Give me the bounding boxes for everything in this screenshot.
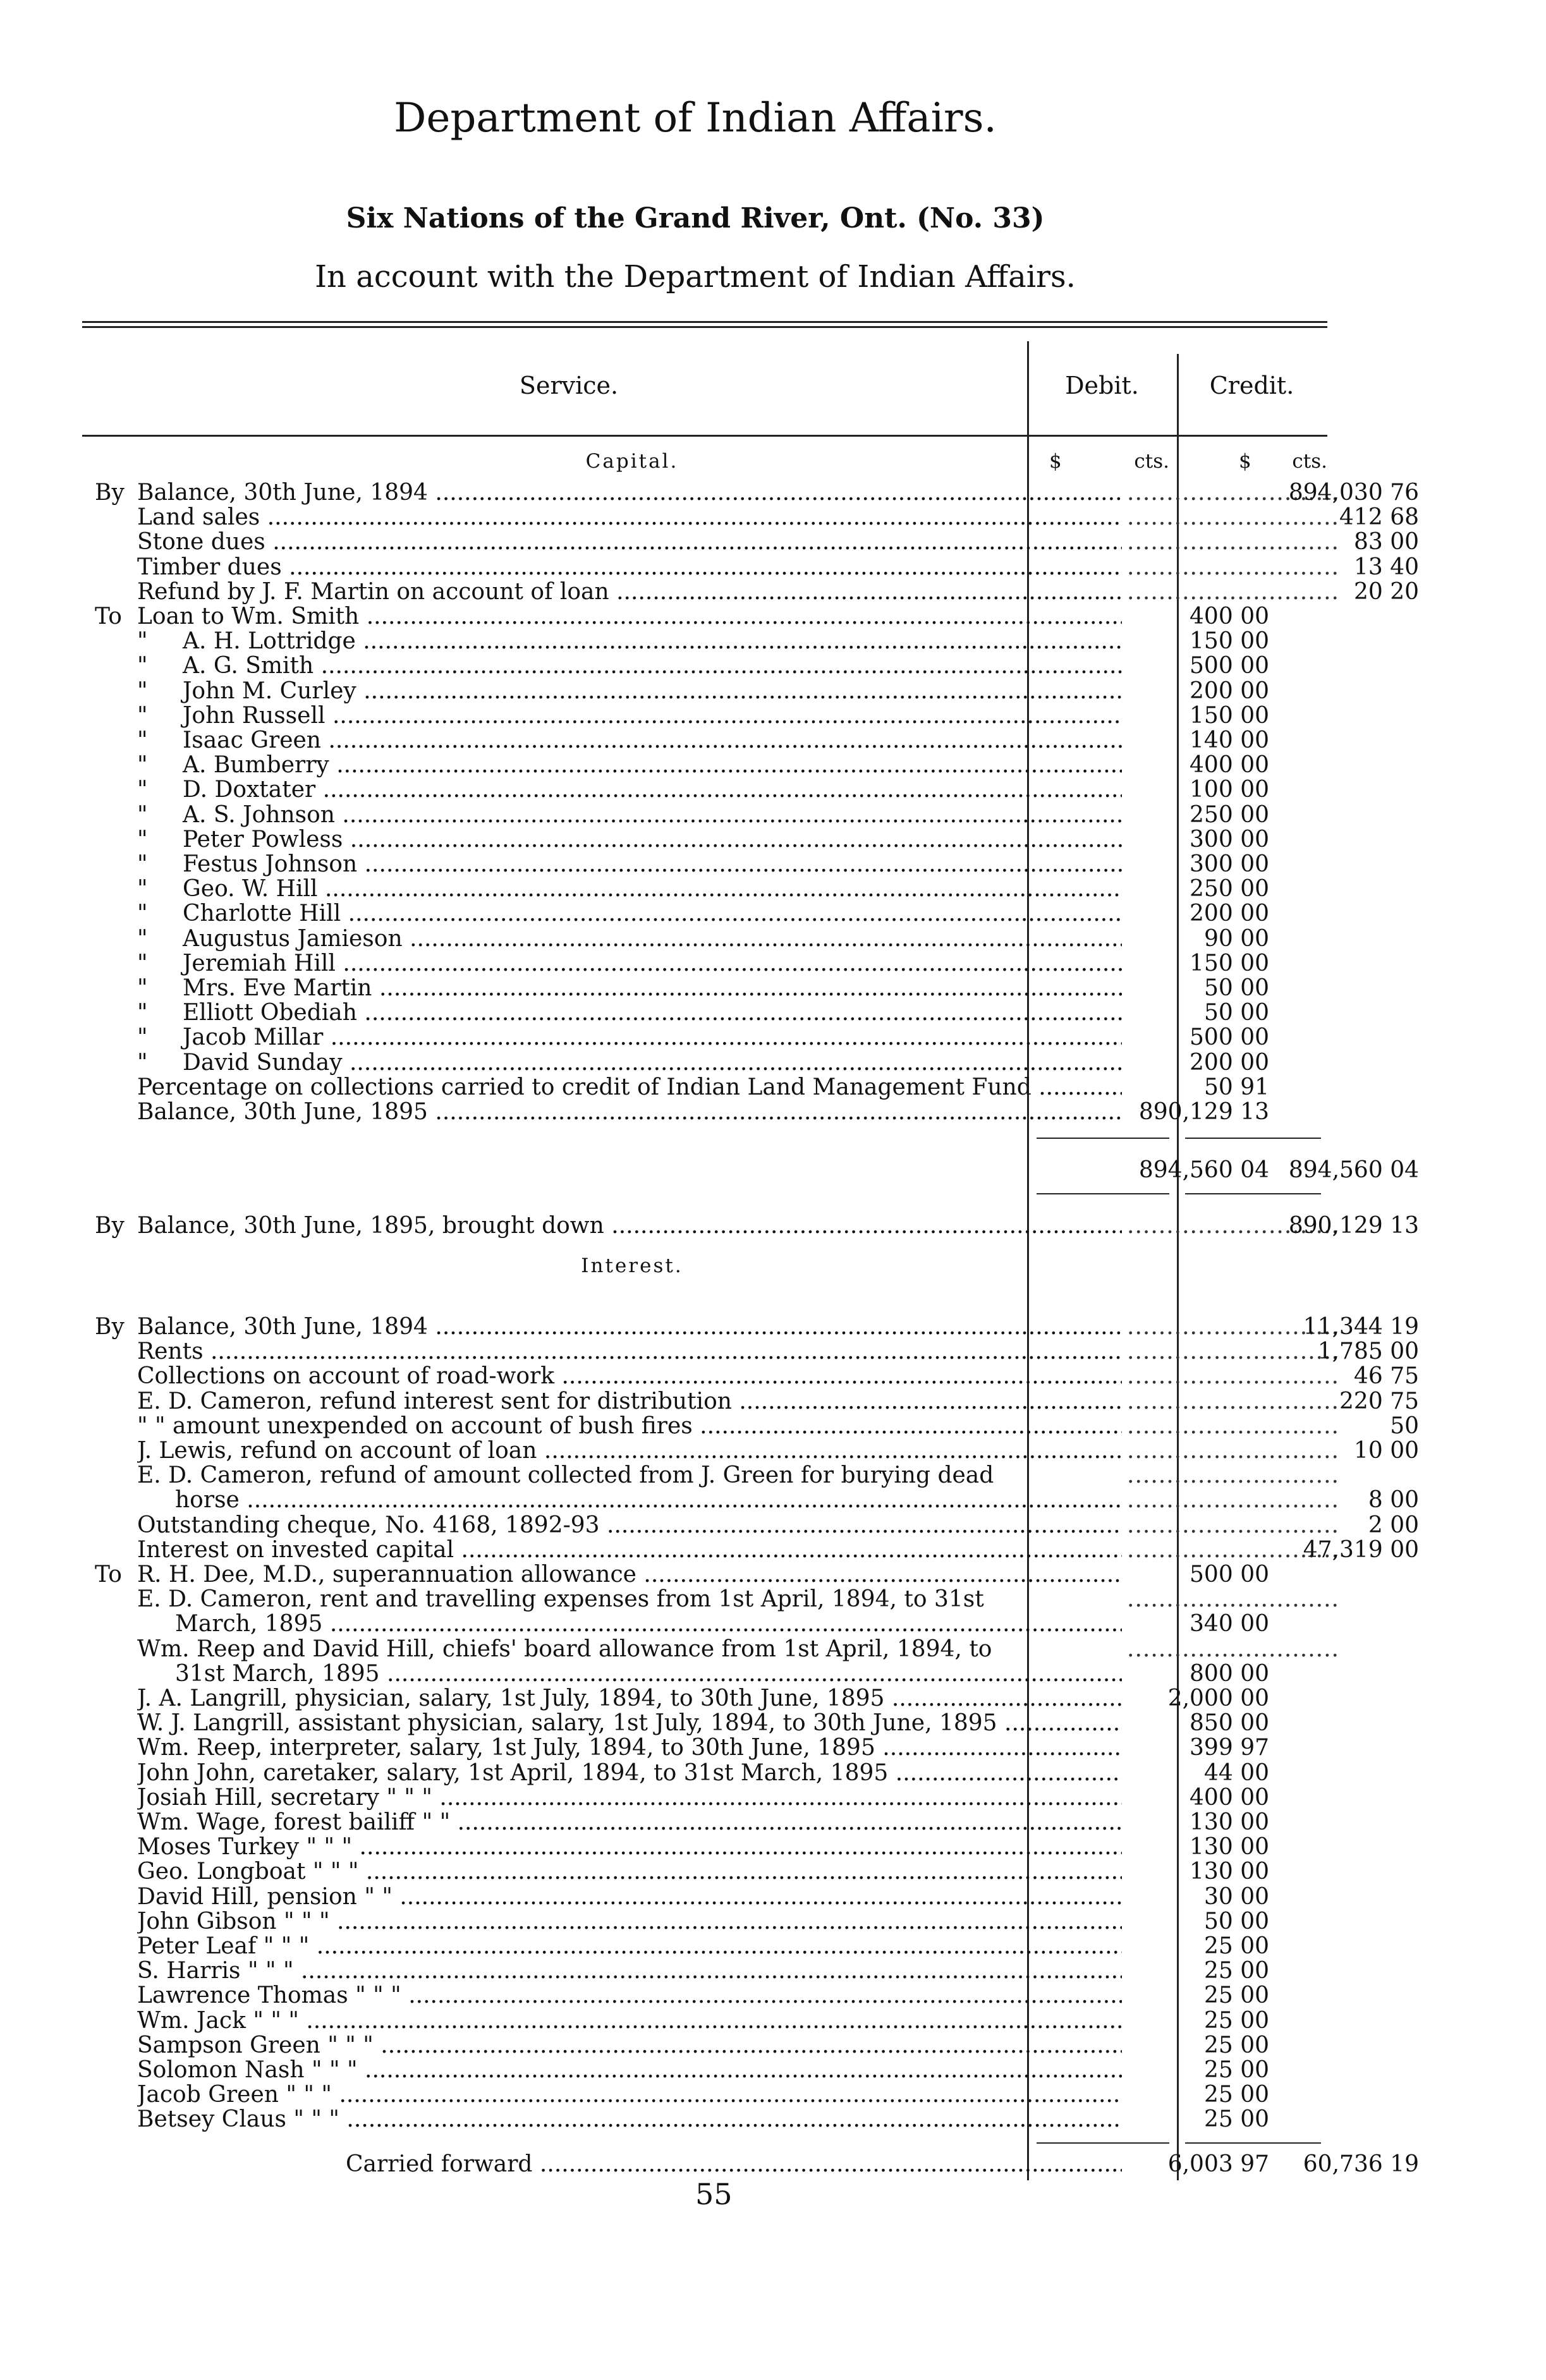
row-description: horse ..... — [137, 1488, 1122, 1512]
ledger-row — [95, 1711, 1327, 1735]
debit-amount: 30 00 — [1203, 1883, 1269, 1910]
row-description: Balance, 30th June, 1894 ..... — [137, 480, 1122, 505]
ledger-row — [95, 1562, 1327, 1587]
cents-label: cts. — [1134, 450, 1169, 473]
capital-section-title: Capital. — [585, 450, 679, 473]
ledger-row — [95, 1000, 1327, 1025]
row-description: Refund by J. F. Martin on account of loan ..... — [137, 580, 1122, 604]
account-subtitle: In account with the Department of Indian Affairs. — [315, 259, 1076, 294]
row-description: A. Bumberry ..... — [137, 753, 1122, 777]
ditto-mark: " — [137, 727, 148, 753]
ledger-row — [95, 1587, 1327, 1612]
debit-amount: 25 00 — [1203, 1958, 1269, 1984]
row-description: Outstanding cheque, No. 4168, 1892-93 ..... — [137, 1513, 1122, 1538]
ledger-row — [95, 1909, 1327, 1934]
total-rule — [1185, 1193, 1321, 1194]
debit-amount: 399 97 — [1190, 1735, 1269, 1761]
row-description: John Russell ..... — [137, 703, 1122, 728]
row-description: D. Doxtater ..... — [137, 777, 1122, 802]
row-description: Balance, 30th June, 1894 ..... — [137, 1314, 1122, 1339]
carried-forward-label: Carried forward ..... — [137, 2152, 1122, 2177]
ledger-row — [95, 1512, 1419, 1538]
row-description: Wm. Jack " " " ..... — [137, 2008, 1122, 2033]
debit-amount — [1127, 1389, 1269, 1414]
debit-amount: 90 00 — [1203, 925, 1269, 952]
debit-column-header: Debit. — [1065, 372, 1139, 399]
debit-amount — [1127, 1414, 1269, 1438]
debit-amount: 50 00 — [1203, 975, 1269, 1001]
ledger-row — [95, 1388, 1419, 1414]
ledger-row — [95, 604, 1327, 629]
row-description: 31st March, 1895 ..... — [137, 1661, 1122, 1686]
ledger-row — [95, 777, 1327, 802]
ditto-mark: " — [137, 801, 148, 828]
debit-amount: 25 00 — [1203, 2106, 1269, 2133]
carried-forward-row — [95, 2151, 1419, 2177]
carried-forward-credit: 60,736 19 — [1303, 2151, 1419, 2177]
row-description: Rents ..... — [137, 1339, 1122, 1364]
ditto-mark: " — [137, 925, 148, 952]
band-subtitle: Six Nations of the Grand River, Ont. (No. 33) — [346, 202, 1045, 234]
row-prefix: To — [95, 1562, 122, 1588]
ledger-row — [95, 1363, 1419, 1390]
row-description: Land sales ..... — [137, 505, 1122, 530]
ledger-row — [95, 629, 1327, 653]
row-description: Festus Johnson ..... — [137, 852, 1122, 877]
row-description: Jeremiah Hill ..... — [137, 951, 1122, 976]
debit-amount — [1127, 1538, 1269, 1562]
ledger-row — [95, 529, 1419, 556]
credit-column-header: Credit. — [1209, 372, 1294, 399]
credit-amount: 412 68 — [1339, 504, 1419, 531]
ledger-row — [95, 1637, 1327, 1661]
ledger-row — [95, 2058, 1327, 2082]
credit-amount: 11,344 19 — [1303, 1314, 1419, 1340]
row-description: Josiah Hill, secretary " " " ..... — [137, 1785, 1122, 1810]
debit-amount: 400 00 — [1190, 752, 1269, 779]
debit-amount — [1127, 580, 1269, 604]
ledger-row — [95, 1835, 1327, 1859]
row-description: Wm. Reep, interpreter, salary, 1st July, 1894, to 30th June, 1895 ..... — [137, 1735, 1122, 1760]
debit-amount — [1127, 1637, 1269, 1661]
debit-amount: 130 00 — [1190, 1809, 1269, 1835]
ledger-row — [95, 1412, 1419, 1439]
row-description: David Sunday ..... — [137, 1050, 1122, 1075]
debit-amount: 25 00 — [1203, 2032, 1269, 2058]
row-description: A. H. Lottridge ..... — [137, 629, 1122, 653]
cents-label: cts. — [1292, 450, 1327, 473]
ledger-row — [95, 901, 1327, 926]
ditto-mark: " — [137, 702, 148, 729]
credit-amount: 20 20 — [1353, 578, 1419, 605]
debit-amount — [1127, 1364, 1269, 1388]
ledger-row — [95, 877, 1327, 901]
debit-amount: 25 00 — [1203, 2057, 1269, 2083]
ledger-row — [95, 1487, 1419, 1514]
row-description: Moses Turkey " " " ..... — [137, 1835, 1122, 1859]
row-description: Peter Leaf " " " ..... — [137, 1934, 1122, 1958]
ledger-row — [95, 2008, 1327, 2033]
row-description: Augustus Jamieson ..... — [137, 926, 1122, 951]
row-description: David Hill, pension " " ..... — [137, 1885, 1122, 1909]
header-rule — [82, 435, 1327, 437]
row-description: Solomon Nash " " " ..... — [137, 2058, 1122, 2082]
credit-amount: 83 00 — [1353, 529, 1419, 556]
row-description: E. D. Cameron, refund of amount collected from J. Green for burying dead — [137, 1463, 994, 1488]
debit-amount — [1127, 1314, 1269, 1339]
row-prefix: By — [95, 1213, 125, 1239]
ditto-mark: " — [137, 950, 148, 976]
debit-amount: 50 00 — [1203, 1908, 1269, 1934]
ledger-row — [95, 1075, 1327, 1100]
top-rule-2 — [82, 326, 1327, 328]
row-description: Elliott Obediah ..... — [137, 1000, 1122, 1025]
credit-amount: 220 75 — [1339, 1388, 1419, 1414]
ledger-row — [95, 1785, 1327, 1810]
debit-amount: 44 00 — [1203, 1759, 1269, 1786]
debit-amount: 25 00 — [1203, 1933, 1269, 1959]
ledger-row — [95, 679, 1327, 703]
carried-forward-debit: 6,003 97 — [1167, 2151, 1269, 2177]
ledger-row — [95, 1025, 1327, 1050]
row-description: Jacob Green " " " ..... — [137, 2082, 1122, 2107]
ledger-row — [95, 1612, 1327, 1636]
row-description: Loan to Wm. Smith ..... — [137, 604, 1122, 629]
debit-amount: 340 00 — [1190, 1611, 1269, 1637]
row-description: Balance, 30th June, 1895 ..... — [137, 1100, 1122, 1124]
row-description: John John, caretaker, salary, 1st April, 1894, to 31st March, 1895 ..... — [137, 1761, 1122, 1785]
debit-amount: 25 00 — [1203, 2007, 1269, 2034]
ditto-mark: " — [137, 628, 148, 655]
row-description: Betsey Claus " " " ..... — [137, 2107, 1122, 2132]
ditto-mark: " — [137, 1049, 148, 1076]
interest-section-title: Interest. — [581, 1254, 683, 1277]
ledger-row — [95, 728, 1327, 753]
row-description: Lawrence Thomas " " " ..... — [137, 1983, 1122, 2008]
capital-total-credit: 894,560 04 — [1288, 1157, 1419, 1183]
debit-amount — [1127, 1213, 1269, 1238]
debit-amount — [1127, 1488, 1269, 1512]
ditto-mark: " — [137, 826, 148, 853]
ledger-row — [95, 803, 1327, 827]
row-prefix: By — [95, 480, 125, 506]
row-description: John Gibson " " " ..... — [137, 1909, 1122, 1934]
total-rule — [1037, 1138, 1169, 1139]
ledger-row — [95, 1810, 1327, 1835]
ditto-mark: " — [137, 752, 148, 779]
debit-amount: 150 00 — [1190, 702, 1269, 729]
row-description: " " amount unexpended on account of bush fires ..... — [137, 1414, 1122, 1438]
ledger-row — [95, 1661, 1327, 1686]
dollar-sign: $ — [1049, 450, 1062, 473]
debit-amount: 800 00 — [1190, 1660, 1269, 1687]
ledger-row — [95, 1761, 1327, 1785]
ditto-mark: " — [137, 1000, 148, 1026]
debit-amount — [1127, 1587, 1269, 1612]
ledger-row — [95, 1314, 1419, 1340]
page-number: 55 — [695, 2177, 733, 2211]
credit-amount: 50 — [1390, 1412, 1419, 1439]
debit-amount — [1127, 505, 1269, 530]
debit-amount: 500 00 — [1190, 1562, 1269, 1588]
debit-amount: 25 00 — [1203, 1982, 1269, 2009]
debit-amount — [1127, 1463, 1269, 1488]
debit-amount: 400 00 — [1190, 1784, 1269, 1811]
credit-amount: 1,785 00 — [1317, 1339, 1419, 1365]
ledger-row — [95, 1213, 1419, 1239]
credit-amount: 46 75 — [1353, 1363, 1419, 1390]
ledger-row — [95, 2033, 1327, 2058]
debit-amount: 200 00 — [1190, 677, 1269, 704]
dollar-sign: $ — [1239, 450, 1251, 473]
ditto-mark: " — [137, 851, 148, 877]
ditto-mark: " — [137, 975, 148, 1001]
row-description: Geo. Longboat " " " ..... — [137, 1859, 1122, 1884]
capital-total-debit: 894,560 04 — [1138, 1157, 1269, 1183]
credit-amount: 10 00 — [1353, 1438, 1419, 1464]
debit-amount: 50 91 — [1203, 1074, 1269, 1100]
ledger-row — [95, 926, 1327, 951]
row-prefix: To — [95, 604, 122, 629]
ledger-row — [95, 1686, 1327, 1711]
ledger-row — [95, 1885, 1327, 1909]
debit-amount — [1127, 530, 1269, 554]
ledger-row — [95, 653, 1327, 678]
debit-amount: 400 00 — [1190, 604, 1269, 629]
row-description: Mrs. Eve Martin ..... — [137, 976, 1122, 1000]
debit-amount: 200 00 — [1190, 1049, 1269, 1076]
row-description: March, 1895 ..... — [137, 1612, 1122, 1636]
total-rule — [1037, 1193, 1169, 1194]
debit-amount: 50 00 — [1203, 1000, 1269, 1026]
ledger-row — [95, 1934, 1327, 1958]
capital-total-row — [95, 1157, 1419, 1183]
debit-amount — [1127, 1339, 1269, 1364]
row-description: W. J. Langrill, assistant physician, salary, 1st July, 1894, to 30th June, 1895 ..... — [137, 1711, 1122, 1735]
debit-amount: 250 00 — [1190, 876, 1269, 902]
debit-amount: 150 00 — [1190, 950, 1269, 976]
carried-forward-rule — [1037, 2142, 1169, 2144]
row-description: J. A. Langrill, physician, salary, 1st July, 1894, to 30th June, 1895 ..... — [137, 1686, 1122, 1711]
debit-amount — [1127, 480, 1269, 505]
row-description: Interest on invested capital ..... — [137, 1538, 1122, 1562]
row-description: Balance, 30th June, 1895, brought down ..... — [137, 1213, 1122, 1238]
debit-amount: 850 00 — [1190, 1710, 1269, 1737]
debit-amount: 300 00 — [1190, 851, 1269, 877]
debit-amount: 130 00 — [1190, 1834, 1269, 1861]
ditto-mark: " — [137, 1024, 148, 1051]
credit-amount: 894,030 76 — [1288, 480, 1419, 506]
row-description: E. D. Cameron, rent and travelling expenses from 1st April, 1894, to 31st — [137, 1587, 984, 1612]
row-description: Wm. Wage, forest bailiff " " ..... — [137, 1810, 1122, 1835]
ledger-row — [95, 1859, 1327, 1884]
row-description: Isaac Green ..... — [137, 728, 1122, 753]
ledger-row — [95, 2082, 1327, 2107]
ledger-row — [95, 480, 1419, 506]
debit-amount: 500 00 — [1190, 653, 1269, 679]
ledger-row — [95, 976, 1327, 1000]
ledger-row — [95, 1339, 1419, 1365]
row-description: E. D. Cameron, refund interest sent for distribution ..... — [137, 1389, 1122, 1414]
row-prefix: By — [95, 1314, 125, 1340]
debit-amount: 130 00 — [1190, 1859, 1269, 1885]
row-description: Collections on account of road-work ..... — [137, 1364, 1122, 1388]
row-description: Percentage on collections carried to credit of Indian Land Management Fund ..... — [137, 1075, 1122, 1100]
credit-unit-label — [1239, 450, 1327, 473]
debit-amount: 100 00 — [1190, 777, 1269, 803]
row-description: Wm. Reep and David Hill, chiefs' board allowance from 1st April, 1894, to — [137, 1636, 992, 1661]
page-title: Department of Indian Affairs. — [394, 95, 997, 142]
row-description: Timber dues ..... — [137, 555, 1122, 580]
ledger-row — [95, 1463, 1327, 1488]
ledger-row — [95, 1536, 1419, 1563]
ledger-row — [95, 578, 1419, 605]
row-description: Sampson Green " " " ..... — [137, 2033, 1122, 2058]
row-description: A. S. Johnson ..... — [137, 803, 1122, 827]
ledger-row — [95, 827, 1327, 852]
row-description: Geo. W. Hill ..... — [137, 877, 1122, 901]
row-description: Jacob Millar ..... — [137, 1025, 1122, 1050]
debit-amount: 500 00 — [1190, 1024, 1269, 1051]
ledger-row — [95, 703, 1327, 728]
ledger-row — [95, 2107, 1327, 2132]
ledger-row — [95, 504, 1419, 531]
debit-amount: 200 00 — [1190, 901, 1269, 927]
ledger-row — [95, 1100, 1327, 1124]
debit-amount — [1127, 1438, 1269, 1463]
credit-amount: 47,319 00 — [1303, 1536, 1419, 1563]
ledger-row — [95, 951, 1327, 976]
total-rule — [1185, 1138, 1321, 1139]
debit-amount — [1127, 1513, 1269, 1538]
service-column-header: Service. — [519, 372, 619, 399]
debit-amount — [1127, 555, 1269, 580]
ledger-row — [95, 852, 1327, 877]
credit-amount: 2 00 — [1368, 1512, 1419, 1538]
credit-amount: 13 40 — [1353, 554, 1419, 580]
debit-amount: 150 00 — [1190, 628, 1269, 655]
debit-amount: 140 00 — [1190, 727, 1269, 753]
debit-unit-label — [1049, 450, 1169, 473]
row-description: A. G. Smith ..... — [137, 653, 1122, 678]
credit-amount: 890,129 13 — [1288, 1213, 1419, 1239]
ledger-row — [95, 1958, 1327, 1983]
ditto-mark: " — [137, 901, 148, 927]
ledger-row — [95, 1983, 1327, 2008]
credit-amount: 8 00 — [1368, 1487, 1419, 1514]
row-description: Charlotte Hill ..... — [137, 901, 1122, 926]
carried-forward-rule — [1185, 2142, 1321, 2144]
row-description: S. Harris " " " ..... — [137, 1958, 1122, 1983]
debit-amount: 890,129 13 — [1138, 1099, 1269, 1125]
ledger-row — [95, 753, 1327, 777]
row-description: J. Lewis, refund on account of loan ..... — [137, 1438, 1122, 1463]
debit-amount: 25 00 — [1203, 2082, 1269, 2108]
ditto-mark: " — [137, 777, 148, 803]
ledger-row — [95, 554, 1419, 580]
top-rule-1 — [82, 321, 1327, 323]
ledger-row — [95, 1438, 1419, 1464]
row-description: Peter Powless ..... — [137, 827, 1122, 852]
row-description: R. H. Dee, M.D., superannuation allowance ..... — [137, 1562, 1122, 1587]
ledger-row — [95, 1050, 1327, 1075]
debit-amount: 300 00 — [1190, 826, 1269, 853]
debit-amount: 2,000 00 — [1167, 1685, 1269, 1711]
ledger-row — [95, 1735, 1327, 1760]
debit-amount: 250 00 — [1190, 801, 1269, 828]
ditto-mark: " — [137, 876, 148, 902]
ditto-mark: " — [137, 653, 148, 679]
ditto-mark: " — [137, 677, 148, 704]
row-description: John M. Curley ..... — [137, 679, 1122, 703]
row-description: Stone dues ..... — [137, 530, 1122, 554]
